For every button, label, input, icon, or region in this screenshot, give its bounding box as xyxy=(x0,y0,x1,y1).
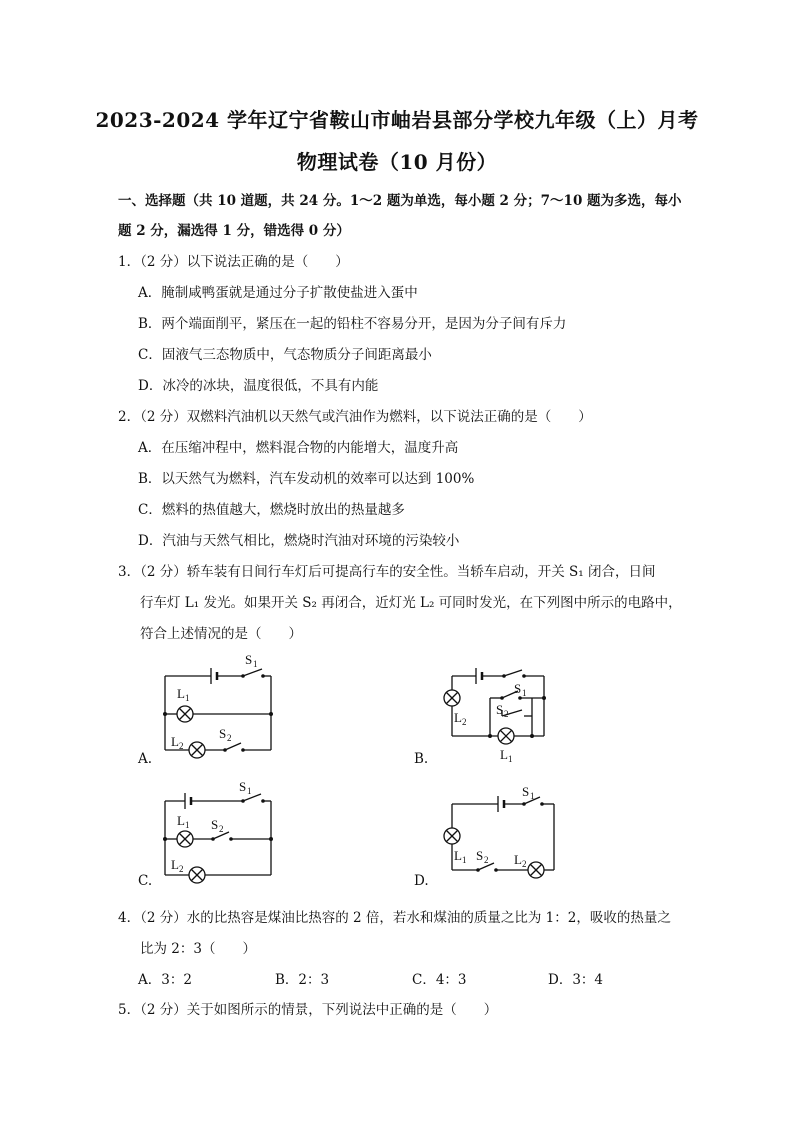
switch-s1-label: S xyxy=(514,681,522,696)
lamp-l1-label: L xyxy=(177,686,185,701)
figure-a-label: A. xyxy=(138,751,153,767)
switch-s2-subscript: 2 xyxy=(484,855,489,865)
lamp-l1-subscript: 1 xyxy=(185,693,190,703)
switch-s2-subscript: 2 xyxy=(504,709,509,719)
switch-s1-label: S xyxy=(239,779,247,794)
switch-s1-subscript: 1 xyxy=(522,688,527,698)
question-4-option-a: A．3：2 xyxy=(138,972,192,988)
switch-s1-subscript: 1 xyxy=(530,791,535,801)
lamp-l2-label: L xyxy=(171,857,179,872)
circuit-diagram-d xyxy=(432,784,562,888)
lamp-l2-subscript: 2 xyxy=(179,741,184,751)
lamp-l2-label: L xyxy=(171,734,179,749)
question-1-option-a: A．腌制咸鸭蛋就是通过分子扩散使盐进入蛋中 xyxy=(138,285,418,301)
switch-s2-label: S xyxy=(496,702,504,717)
lamp-l2-subscript: 2 xyxy=(522,859,527,869)
switch-s2-subscript: 2 xyxy=(227,733,232,743)
lamp-l1-label: L xyxy=(454,848,462,863)
switch-s1-label: S xyxy=(245,652,253,667)
question-2-option-b: B．以天然气为燃料，汽车发动机的效率可以达到 100% xyxy=(138,471,475,487)
circuit-diagram-b xyxy=(432,664,552,778)
lamp-l2-subscript: 2 xyxy=(462,717,467,727)
question-4-stem-line1: 4．（2 分）水的比热容是煤油比热容的 2 倍，若水和煤油的质量之比为 1：2，吸收的热量之 xyxy=(118,910,671,926)
lamp-l2-label: L xyxy=(454,710,462,725)
exam-title-line2: 物理试卷（10 月份） xyxy=(296,150,498,174)
switch-s1-subscript: 1 xyxy=(253,659,258,669)
switch-s2-subscript: 2 xyxy=(219,824,224,834)
lamp-l1-subscript: 1 xyxy=(462,855,467,865)
question-1-option-b: B．两个端面削平，紧压在一起的铅柱不容易分开，是因为分子间有斥力 xyxy=(138,316,567,332)
figure-c-label: C. xyxy=(138,873,153,889)
question-2-stem: 2．（2 分）双燃料汽油机以天然气或汽油作为燃料，以下说法正确的是（ ） xyxy=(118,409,592,425)
question-4-option-c: C．4：3 xyxy=(412,972,467,988)
switch-s2-label: S xyxy=(211,817,219,832)
lamp-l2-subscript: 2 xyxy=(179,864,184,874)
exam-title-line1: 2023-2024 学年辽宁省鞍山市岫岩县部分学校九年级（上）月考 xyxy=(95,108,699,132)
question-5-stem: 5．（2 分）关于如图所示的情景，下列说法中正确的是（ ） xyxy=(118,1002,498,1018)
question-3-stem-line2: 行车灯 L₁ 发光。如果开关 S₂ 再闭合，近灯光 L₂ 可同时发光，在下列图中所示的电路中， xyxy=(140,595,682,611)
question-3-stem-line3: 符合上述情况的是（ ） xyxy=(140,626,302,642)
question-4-option-d: D．3：4 xyxy=(548,972,604,988)
switch-s1-subscript: 1 xyxy=(247,786,252,796)
figure-b-label: B. xyxy=(414,751,429,767)
lamp-l1-label: L xyxy=(500,747,508,762)
section-heading: 一、选择题（共 10 道题，共 24 分。1～2 题为单选，每小题 2 分；7～10 题为多选，每小 xyxy=(118,193,682,209)
section-heading-cont: 题 2 分，漏选得 1 分，错选得 0 分） xyxy=(118,223,350,239)
switch-s1-label: S xyxy=(522,784,530,799)
figure-d-label: D. xyxy=(414,873,429,889)
question-2-option-d: D．汽油与天然气相比，燃烧时汽油对环境的污染较小 xyxy=(138,533,460,549)
question-3-stem-line1: 3．（2 分）轿车装有日间行车灯后可提高行车的安全性。当轿车启动，开关 S₁ 闭合，日间 xyxy=(118,564,656,580)
lamp-l2-label: L xyxy=(514,852,522,867)
lamp-l1-subscript: 1 xyxy=(185,820,190,830)
circuit-diagram-c xyxy=(155,777,285,891)
question-2-option-c: C．燃料的热值越大，燃烧时放出的热量越多 xyxy=(138,502,405,518)
question-1-option-c: C．固液气三态物质中，气态物质分子间距离最小 xyxy=(138,347,432,363)
question-4-option-b: B．2：3 xyxy=(275,972,330,988)
question-1-option-d: D．冰冷的冰块，温度很低，不具有内能 xyxy=(138,378,379,394)
lamp-l1-subscript: 1 xyxy=(508,754,513,764)
switch-s2-label: S xyxy=(219,726,227,741)
question-4-stem-line2: 比为 2：3（ ） xyxy=(140,941,256,957)
lamp-l1-label: L xyxy=(177,813,185,828)
switch-s2-label: S xyxy=(476,848,484,863)
circuit-diagram-a xyxy=(155,652,285,766)
question-2-option-a: A．在压缩冲程中，燃料混合物的内能增大，温度升高 xyxy=(138,440,459,456)
question-1-stem: 1．（2 分）以下说法正确的是（ ） xyxy=(118,254,349,270)
